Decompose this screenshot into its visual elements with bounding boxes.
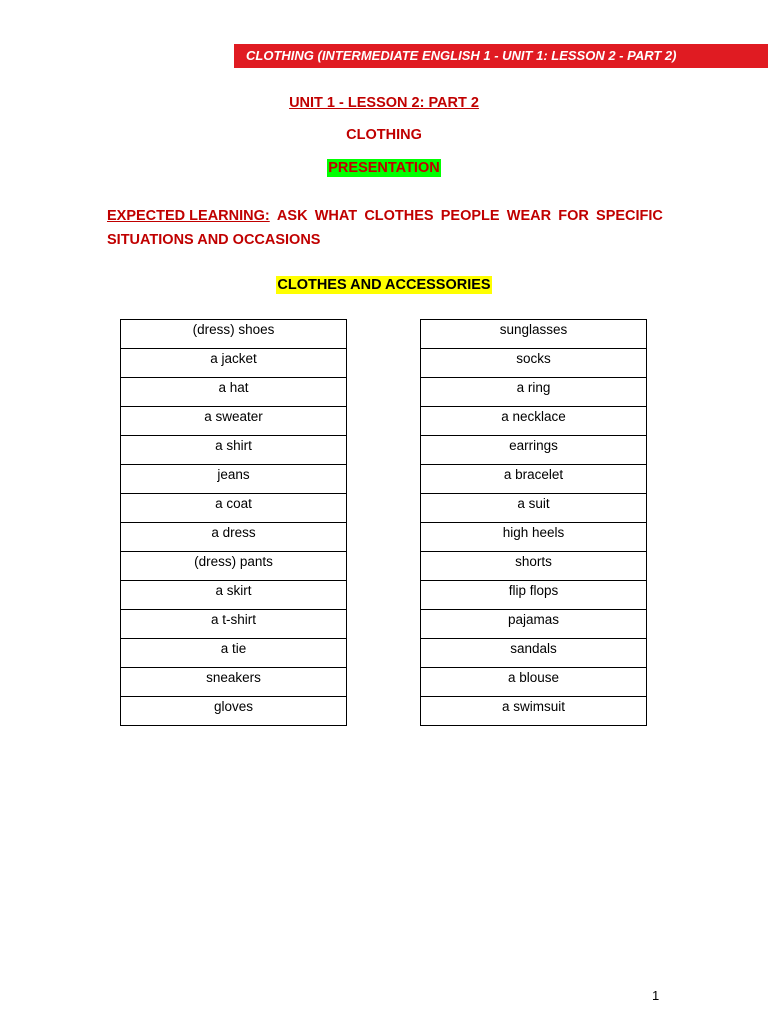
- table-row: [421, 581, 647, 610]
- vocabulary-cell: a swimsuit: [421, 697, 647, 726]
- clothing-table-left: [120, 319, 347, 726]
- table-row: [421, 523, 647, 552]
- table-row: [421, 320, 647, 349]
- vocabulary-cell: (dress) shoes: [121, 320, 347, 349]
- vocabulary-cell: jeans: [121, 465, 347, 494]
- expected-word: FOR: [558, 208, 589, 224]
- table-row: [421, 378, 647, 407]
- table-row: [421, 349, 647, 378]
- vocabulary-cell: sneakers: [121, 668, 347, 697]
- topic-title: CLOTHING: [346, 127, 422, 143]
- expected-learning-line-1: [107, 204, 663, 228]
- table-row: [121, 552, 347, 581]
- vocabulary-cell: earrings: [421, 436, 647, 465]
- table-row: [121, 668, 347, 697]
- vocabulary-cell: a coat: [121, 494, 347, 523]
- expected-word: WHAT: [314, 208, 358, 224]
- table-row: [121, 407, 347, 436]
- unit-lesson-text: UNIT 1 - LESSON 2: PART 2: [289, 95, 479, 111]
- table-row: [421, 552, 647, 581]
- vocabulary-cell: flip flops: [421, 581, 647, 610]
- table-row: [421, 465, 647, 494]
- expected-learning-line-2: SITUATIONS AND OCCASIONS: [107, 232, 321, 248]
- table-row: [121, 610, 347, 639]
- table-row: [121, 349, 347, 378]
- expected-word: CLOTHES: [364, 208, 434, 224]
- expected-word: WEAR: [506, 208, 552, 224]
- vocabulary-cell: a tie: [121, 639, 347, 668]
- vocabulary-cell: a sweater: [121, 407, 347, 436]
- vocabulary-cell: a jacket: [121, 349, 347, 378]
- vocabulary-cell: sandals: [421, 639, 647, 668]
- vocabulary-cell: gloves: [121, 697, 347, 726]
- vocabulary-cell: a blouse: [421, 668, 647, 697]
- expected-word: PEOPLE: [440, 208, 500, 224]
- vocabulary-cell: a dress: [121, 523, 347, 552]
- vocabulary-heading: [0, 277, 768, 293]
- vocabulary-cell: a hat: [121, 378, 347, 407]
- vocabulary-cell: a suit: [421, 494, 647, 523]
- expected-word: ASK: [276, 208, 308, 224]
- stage-label: PRESENTATION: [328, 160, 440, 176]
- table-row: [421, 494, 647, 523]
- vocabulary-cell: shorts: [421, 552, 647, 581]
- table-row: [121, 320, 347, 349]
- vocabulary-cell: a t-shirt: [121, 610, 347, 639]
- vocabulary-cell: (dress) pants: [121, 552, 347, 581]
- table-row: [421, 407, 647, 436]
- table-row: [121, 697, 347, 726]
- page-number: 1: [652, 988, 660, 1003]
- table-row: [121, 465, 347, 494]
- vocabulary-cell: sunglasses: [421, 320, 647, 349]
- stage-title: [0, 160, 768, 176]
- expected-word: SPECIFIC: [596, 208, 663, 224]
- table-row: [121, 436, 347, 465]
- table-row: [121, 581, 347, 610]
- table-row: [121, 523, 347, 552]
- vocabulary-cell: pajamas: [421, 610, 647, 639]
- table-row: [121, 639, 347, 668]
- vocabulary-cell: high heels: [421, 523, 647, 552]
- accessories-table-right: [420, 319, 647, 726]
- table-row: [121, 378, 347, 407]
- table-row: [421, 436, 647, 465]
- vocabulary-cell: a shirt: [121, 436, 347, 465]
- header-banner: CLOTHING (INTERMEDIATE ENGLISH 1 - UNIT 1: LESSON 2 - PART 2): [234, 44, 768, 68]
- table-row: [421, 668, 647, 697]
- expected-learning-label: EXPECTED LEARNING:: [107, 208, 270, 224]
- vocabulary-cell: a bracelet: [421, 465, 647, 494]
- vocabulary-cell: a skirt: [121, 581, 347, 610]
- table-row: [421, 610, 647, 639]
- table-row: [121, 494, 347, 523]
- unit-lesson-title: [0, 95, 768, 111]
- expected-learning: [107, 204, 663, 252]
- vocabulary-cell: a necklace: [421, 407, 647, 436]
- vocabulary-heading-text: CLOTHES AND ACCESSORIES: [277, 277, 491, 293]
- vocabulary-cell: a ring: [421, 378, 647, 407]
- table-row: [421, 697, 647, 726]
- table-row: [421, 639, 647, 668]
- vocabulary-cell: socks: [421, 349, 647, 378]
